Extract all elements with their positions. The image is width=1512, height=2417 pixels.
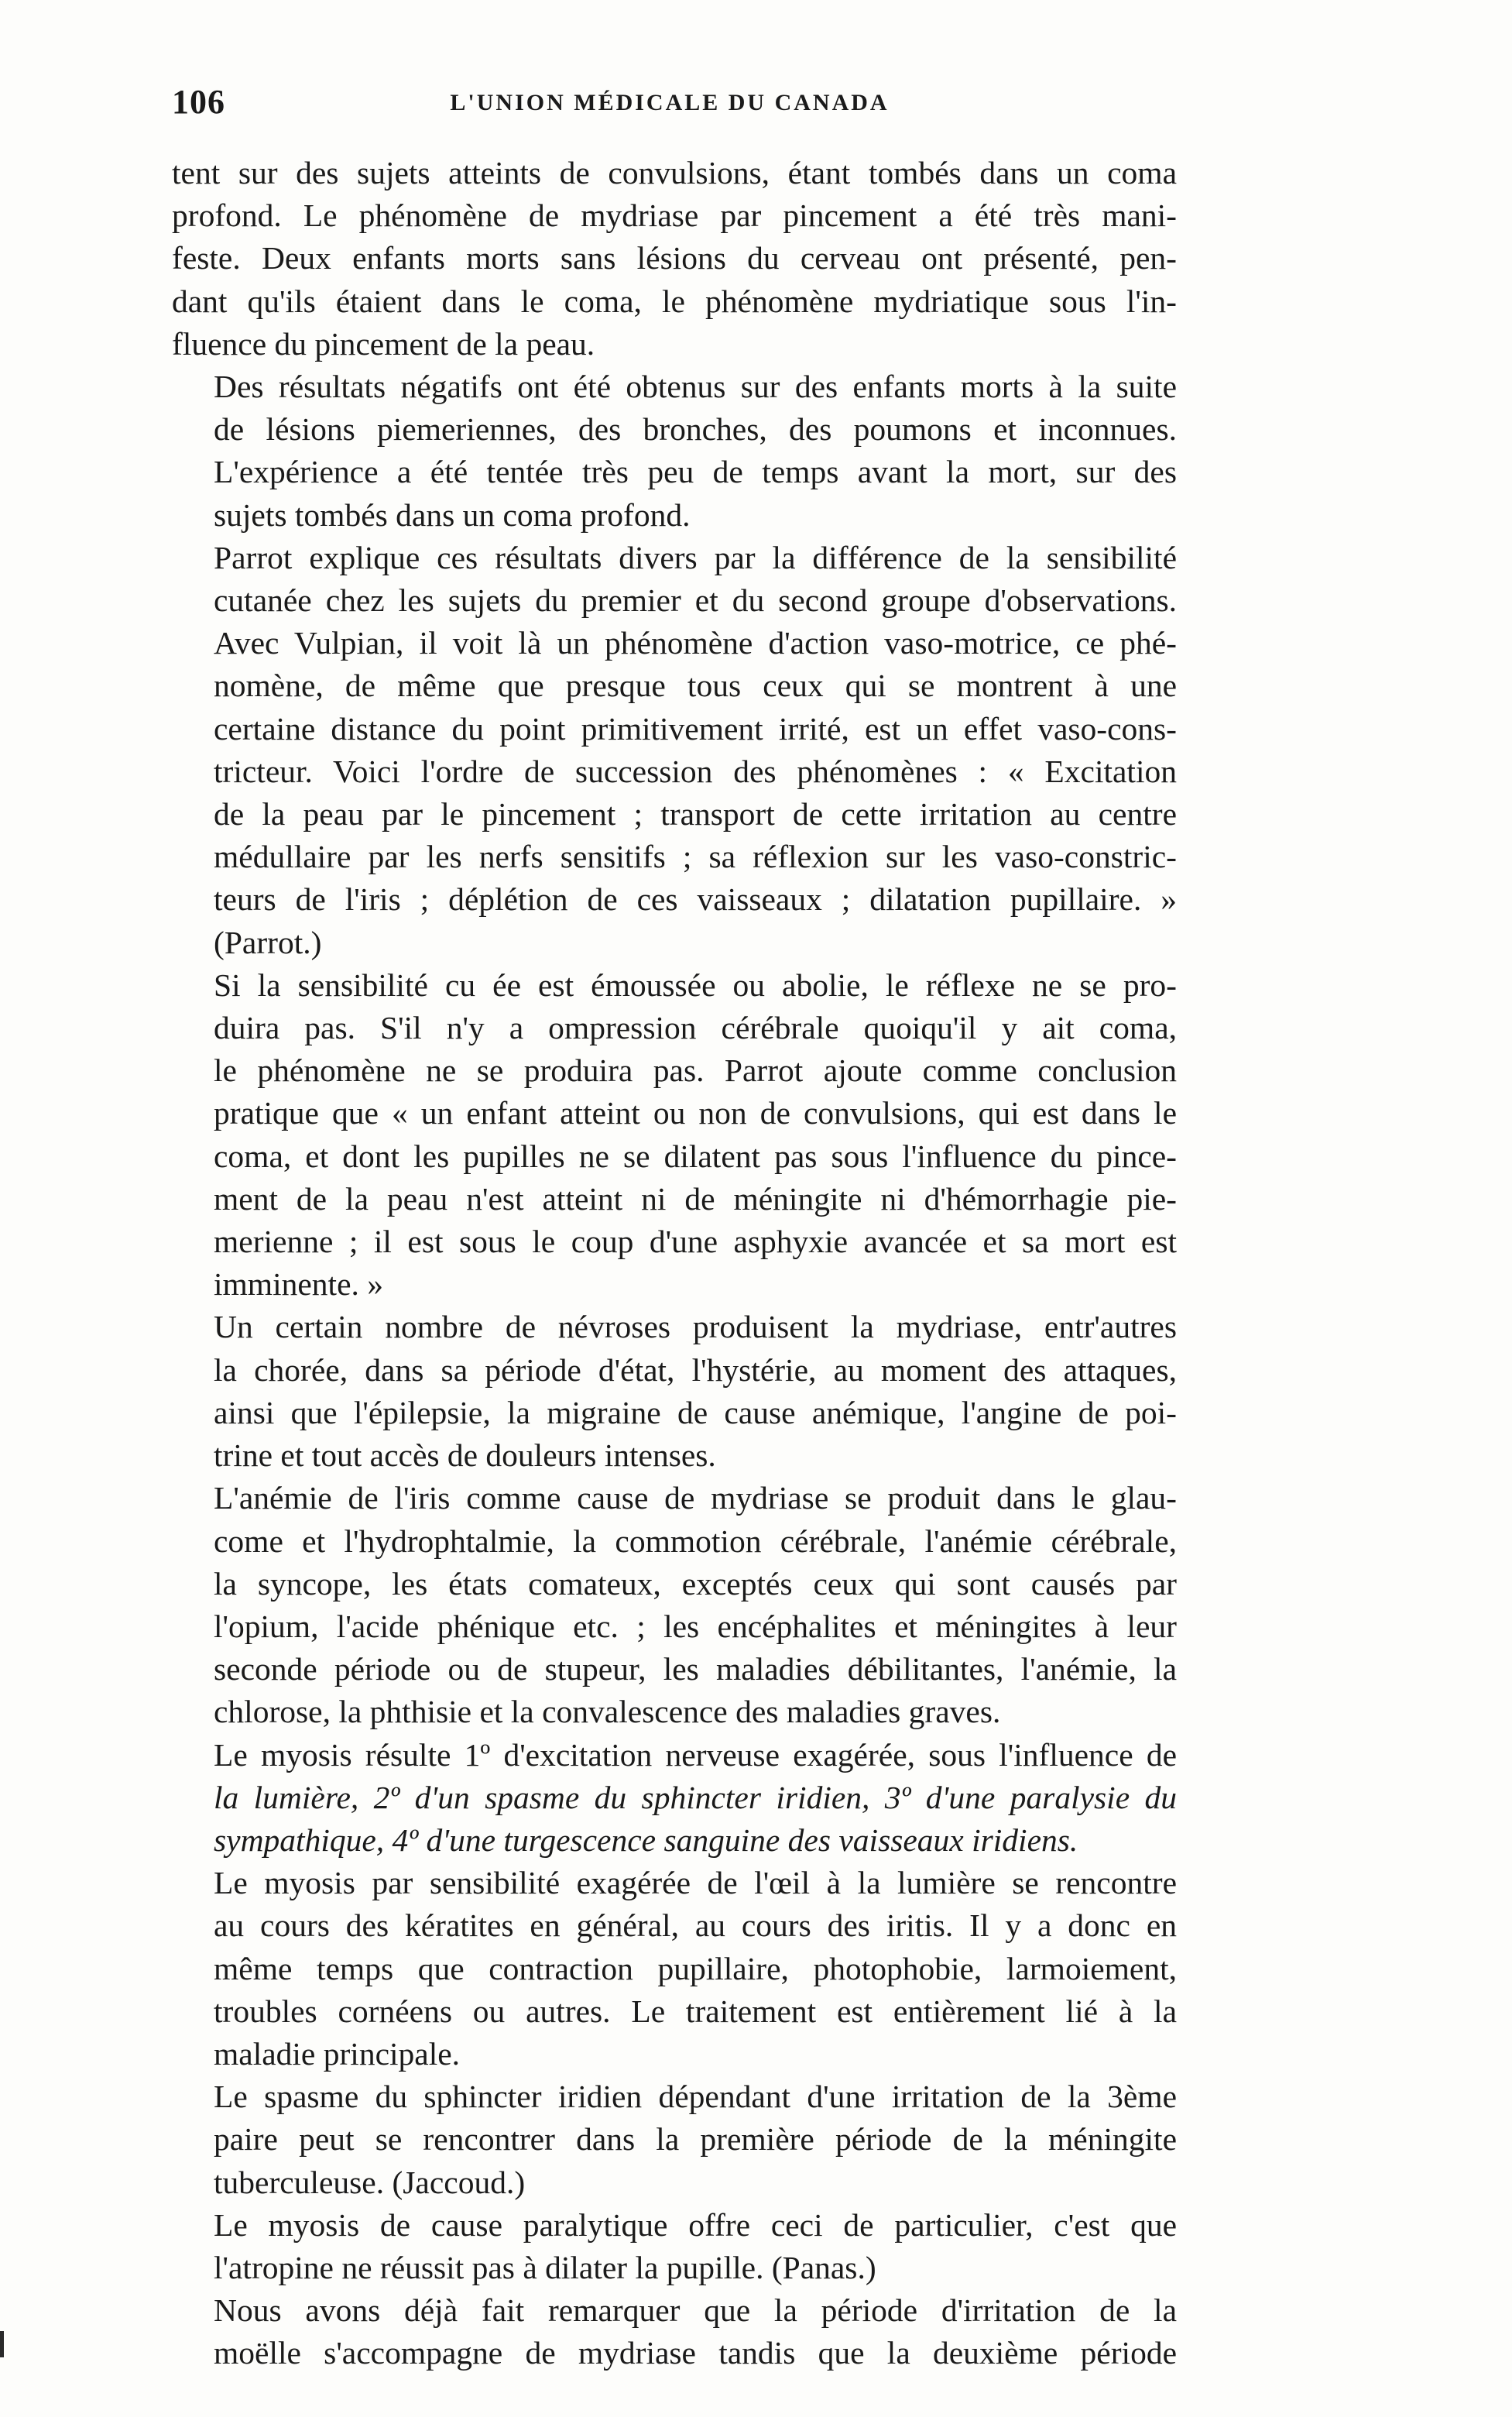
text-line: Le spasme du sphincter iridien dépendant d'une irritation de la 3ème [214,2079,1177,2115]
text-line: teurs de l'iris ; déplétion de ces vaisseaux ; dilatation pupillaire. » [214,881,1177,918]
paragraph [172,366,1177,537]
text-line: seconde période ou de stupeur, les maladies débilitantes, l'anémie, la [214,1651,1177,1687]
text-line: au cours des kératites en général, au cours des iritis. Il y a donc en [214,1907,1177,1944]
text-line: Le myosis de cause paralytique offre ceci de particulier, c'est que [214,2206,1177,2243]
journal-title: L'UNION MÉDICALE DU CANADA [450,90,890,115]
paragraph [172,1862,1177,2075]
paragraph [172,1734,1177,1863]
text-line: de la peau par le pincement ; transport de cette irritation au centre [214,796,1177,833]
text-line: de lésions piemeriennes, des bronches, des poumons et inconnues. [214,411,1177,448]
text-line: le phénomène ne se produira pas. Parrot ajoute comme conclusion [214,1052,1177,1089]
text-line: Avec Vulpian, il voit là un phénomène d'action vaso-motrice, ce phé- [214,625,1177,661]
text-line: Le myosis par sensibilité exagérée de l'œil à la lumière se rencontre [214,1865,1177,1901]
text-line: tent sur des sujets atteints de convulsions, étant tombés dans un coma [172,155,1177,191]
text-line: paire peut se rencontrer dans la première période de la méningite [214,2121,1177,2158]
margin-mark [0,2331,4,2357]
text-line: merienne ; il est sous le coup d'une asphyxie avancée et sa mort est [214,1224,1177,1260]
text-line: tuberculeuse. (Jaccoud.) [214,2164,526,2200]
paragraph [172,2204,1177,2289]
text-line: Le myosis résulte 1º d'excitation nerveuse exagérée, sous l'influence de [214,1736,1177,1773]
text-line: duira pas. S'il n'y a ompression cérébrale quoiqu'il y ait coma, [214,1010,1177,1046]
text-line: maladie principale. [214,2035,461,2072]
text-line: profond. Le phénomène de mydriase par pincement a été très mani- [172,197,1177,234]
text-line: nomène, de même que presque tous ceux qui se montrent à une [214,668,1177,704]
paragraph [172,1306,1177,1477]
text-line: ainsi que l'épilepsie, la migraine de cause anémique, l'angine de poi- [214,1394,1177,1430]
text-line: (Parrot.) [214,924,322,960]
paragraph [172,2075,1177,2204]
paragraph [172,964,1177,1306]
text-line: L'anémie de l'iris comme cause de mydriase se produit dans le glau- [214,1480,1177,1516]
body-text [172,152,1177,2375]
text-line: Un certain nombre de névroses produisent la mydriase, entr'autres [214,1309,1177,1345]
text-line: l'opium, l'acide phénique etc. ; les encéphalites et méningites à leur [214,1608,1177,1644]
paragraph [172,537,1177,964]
running-head [172,82,1167,129]
text-line: Si la sensibilité cu ée est émoussée ou abolie, le réflexe ne se pro- [214,966,1177,1003]
text-line: come et l'hydrophtalmie, la commotion cérébrale, l'anémie cérébrale, [214,1523,1177,1559]
text-line: certaine distance du point primitivement irrité, est un effet vaso-cons- [214,710,1177,747]
text-line: trine et tout accès de douleurs intenses. [214,1437,716,1474]
text-line: Nous avons déjà fait remarquer que la période d'irritation de la [214,2292,1177,2329]
text-line: cutanée chez les sujets du premier et du second groupe d'observations. [214,582,1177,619]
page-number: 106 [172,83,225,121]
text-line: la syncope, les états comateux, exceptés ceux qui sont causés par [214,1565,1177,1602]
text-line: pratique que « un enfant atteint ou non de convulsions, qui est dans le [214,1095,1177,1131]
text-line: dant qu'ils étaient dans le coma, le phénomène mydriatique sous l'in- [172,283,1177,319]
text-line: troubles cornéens ou autres. Le traitement est entièrement lié à la [214,1993,1177,2029]
paragraph [172,1477,1177,1733]
text-line: moëlle s'accompagne de mydriase tandis que la deuxième période [214,2335,1177,2371]
text-line: l'atropine ne réussit pas à dilater la pupille. (Panas.) [214,2249,876,2285]
text-line: fluence du pincement de la peau. [172,325,595,362]
text-line: tricteur. Voici l'ordre de succession des phénomènes : « Excitation [214,753,1177,789]
text-line: sympathique, 4º d'une turgescence sanguine des vaisseaux iridiens. [214,1821,1078,1858]
text-line: la chorée, dans sa période d'état, l'hystérie, au moment des attaques, [214,1351,1177,1388]
text-line: médullaire par les nerfs sensitifs ; sa réflexion sur les vaso-constric- [214,839,1177,875]
text-line: ment de la peau n'est atteint ni de méningite ni d'hémorrhagie pie- [214,1180,1177,1217]
paragraph [172,152,1177,366]
text-line: feste. Deux enfants morts sans lésions du cerveau ont présenté, pen- [172,240,1177,276]
text-line: Parrot explique ces résultats divers par la différence de la sensibilité [214,539,1177,575]
text-line: sujets tombés dans un coma profond. [214,496,691,533]
text-line: la lumière, 2º d'un spasme du sphincter iridien, 3º d'une paralysie du [214,1779,1177,1815]
text-line: même temps que contraction pupillaire, photophobie, larmoiement, [214,1950,1177,1986]
text-line: coma, et dont les pupilles ne se dilatent pas sous l'influence du pince- [214,1138,1177,1174]
text-line: chlorose, la phthisie et la convalescence des maladies graves. [214,1694,1001,1730]
paragraph [172,2289,1177,2374]
text-line: imminente. » [214,1266,383,1303]
text-line: L'expérience a été tentée très peu de temps avant la mort, sur des [214,454,1177,490]
text-line: Des résultats négatifs ont été obtenus sur des enfants morts à la suite [214,369,1177,405]
